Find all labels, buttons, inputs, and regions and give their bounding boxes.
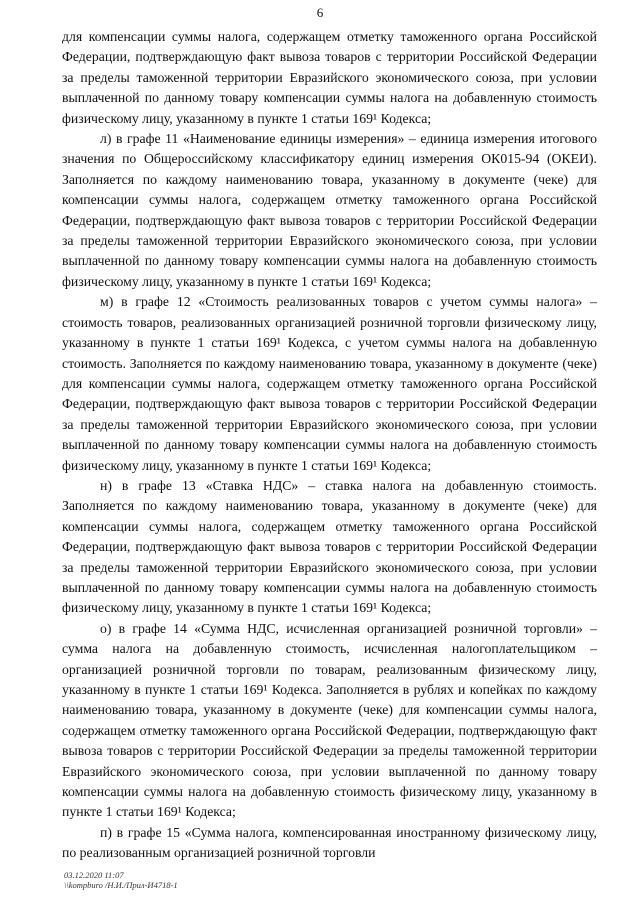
paragraph-o-grafa-14: о) в графе 14 «Сумма НДС, исчисленная организацией розничной торговли» – сумма налога на добавленную стоимость, исчисленная налогоплательщиком – организацией розничной торговли по товарам, реализованным физическому лицу, указанному в пункте 1 статьи 169¹ Кодекса. Заполняется в рублях и копейках по каждому наименованию товара, указанному в документе (чеке) для компенсации суммы налога, содержащем отметку таможенного органа Российской Федерации, подтверждающую факт вывоза товаров с территории Российской Федерации за пределы таможенной территории Евразийского экономического союза, при условии выплаченной по данному товару компенсации суммы налога на добавленную стоимость физическому лицу, указанному в пункте 1 статьи 169¹ Кодекса; [62, 620, 597, 820]
document-body [62, 27, 597, 864]
paragraph-p-grafa-15: п) в графе 15 «Сумма налога, компенсированная иностранному физическому лицу, по реализованным организацией розничной торговли [62, 824, 597, 861]
paragraph-continuation: для компенсации суммы налога, содержащем отметку таможенного органа Российской Федерации, подтверждающую факт вывоза товаров с территории Российской Федерации за пределы таможенной территории Евразийского экономического союза, при условии выплаченной по данному товару компенсации суммы налога на добавленную стоимость физическому лицу, указанному в пункте 1 статьи 169¹ Кодекса; [62, 29, 597, 126]
footer-date: 03.12.2020 11:07 [64, 870, 124, 880]
page-number: 6 [316, 5, 324, 20]
footer-path: \\kompburo /Н.И./Прил-И4718-1 [64, 880, 178, 890]
footer-stamp [64, 870, 178, 890]
paragraph-m-grafa-12: м) в графе 12 «Стоимость реализованных товаров с учетом суммы налога» – стоимость товаров, реализованных организацией розничной торговли физическому лицу, указанному в пункте 1 статьи 169¹ Кодекса, с учетом суммы налога на добавленную стоимость. Заполняется по каждому наименованию товара, указанному в документе (чеке) для компенсации суммы налога, содержащем отметку таможенного органа Российской Федерации, подтверждающую факт вывоза товаров с территории Российской Федерации за пределы таможенной территории Евразийского экономического союза, при условии выплаченной по данному товару компенсации суммы налога на добавленную стоимость физическому лицу, указанному в пункте 1 статьи 169¹ Кодекса; [62, 294, 597, 473]
paragraph-n-grafa-13: н) в графе 13 «Ставка НДС» – ставка налога на добавленную стоимость. Заполняется по каждому наименованию товара, указанному в документе (чеке) для компенсации суммы налога, содержащем отметку таможенного органа Российской Федерации, подтверждающую факт вывоза товаров с территории Российской Федерации за пределы таможенной территории Евразийского экономического союза, при условии выплаченной по данному товару компенсации суммы налога на добавленную стоимость физическому лицу, указанному в пункте 1 статьи 169¹ Кодекса; [62, 477, 597, 616]
paragraph-l-grafa-11: л) в графе 11 «Наименование единицы измерения» – единица измерения итогового значения по Общероссийскому классификатору единиц измерения ОК015-94 (ОКЕИ). Заполняется по каждому наименованию товара, указанному в документе (чеке) для компенсации суммы налога, содержащем отметку таможенного органа Российской Федерации, подтверждающую факт вывоза товаров с территории Российской Федерации за пределы таможенной территории Евразийского экономического союза, при условии выплаченной по данному товару компенсации суммы налога на добавленную стоимость физическому лицу, указанному в пункте 1 статьи 169¹ Кодекса; [62, 131, 597, 289]
